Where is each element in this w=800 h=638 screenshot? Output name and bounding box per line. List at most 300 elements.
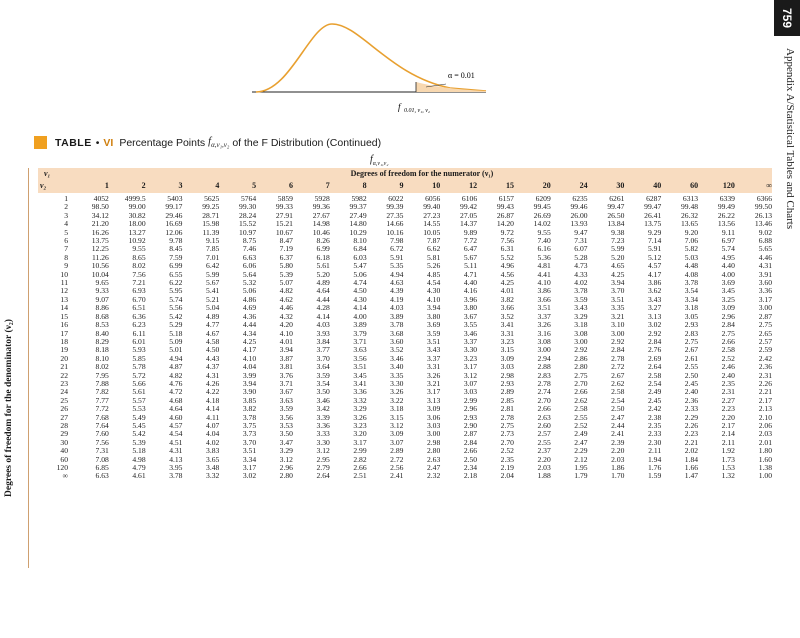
table-cell: 10.56: [91, 261, 109, 271]
table-cell: 2.84: [463, 437, 478, 447]
table-row: [38, 220, 772, 228]
table-row: [38, 229, 772, 237]
table-cell: 7.06: [684, 236, 699, 246]
table-cell: 3.23: [463, 353, 478, 363]
table-cell: 5.74: [721, 244, 735, 254]
table-row: [38, 472, 772, 480]
row-df: 20: [60, 353, 68, 363]
table-cell: 6157: [498, 194, 514, 203]
table-cell: 2.62: [611, 378, 625, 388]
density-curve: [256, 24, 486, 92]
table-cell: 6.99: [169, 261, 183, 271]
table-cell: 5.01: [169, 345, 183, 355]
table-row: [38, 237, 772, 245]
table-cell: 3.50: [316, 387, 330, 397]
table-cell: 2.66: [574, 387, 588, 397]
row-df: 29: [60, 429, 68, 439]
table-cell: 3.07: [463, 378, 478, 388]
table-cell: 4.40: [463, 278, 478, 288]
table-cell: 2.54: [647, 378, 662, 388]
table-cell: 7.72: [95, 404, 109, 414]
table-cell: 5.32: [242, 278, 257, 288]
row-df: 10: [60, 269, 68, 279]
table-cell: 3.17: [758, 294, 772, 304]
table-cell: 2.98: [500, 370, 514, 380]
table-cell: 4.33: [574, 269, 588, 279]
table-cell: 3.78: [169, 471, 183, 481]
table-cell: 4.32: [279, 311, 293, 321]
table-cell: 4.65: [611, 261, 625, 271]
table-cell: 99.37: [349, 202, 367, 212]
table-cell: 13.84: [607, 219, 625, 229]
table-cell: 2.19: [500, 463, 514, 472]
table-cell: 2.35: [721, 378, 735, 388]
table-row: [38, 439, 772, 447]
table-row: [38, 456, 772, 464]
table-cell: 3.62: [647, 286, 662, 296]
column-header: 12: [440, 180, 477, 193]
table-cell: 9.11: [721, 227, 735, 237]
table-cell: 6.72: [390, 244, 404, 254]
table-cell: 4.56: [500, 269, 514, 279]
table-cell: 3.26: [353, 412, 367, 422]
table-cell: 2.63: [426, 454, 441, 464]
table-cell: 27.67: [312, 210, 330, 220]
table-cell: 7.19: [279, 244, 293, 254]
table-cell: 3.26: [390, 387, 404, 397]
table-cell: 13.65: [680, 219, 699, 229]
table-cell: 9.47: [574, 227, 588, 237]
table-cell: 2.84: [611, 345, 625, 355]
table-cell: 7.08: [95, 454, 109, 464]
table-cell: 2.87: [758, 311, 772, 321]
table-cell: 4.10: [537, 278, 551, 288]
table-cell: 3.46: [463, 328, 478, 338]
table-row: [38, 296, 772, 304]
table-cell: 4.89: [206, 311, 220, 321]
table-cell: 3.30: [463, 345, 478, 355]
table-cell: 7.01: [206, 252, 220, 262]
table-cell: 4.64: [316, 286, 330, 296]
table-cell: 1.76: [647, 463, 662, 472]
table-cell: 3.48: [206, 463, 220, 472]
table-cell: 3.21: [426, 378, 441, 388]
table-top-label: $f_{\alpha,\nu_1,\nu_2}$: [370, 154, 389, 167]
table-cell: 4.03: [390, 303, 404, 313]
table-cell: 2.37: [537, 446, 551, 456]
table-cell: 4.14: [206, 404, 220, 414]
table-cell: 7.72: [463, 236, 478, 246]
table-cell: 4.64: [169, 404, 183, 414]
table-cell: 16.69: [165, 219, 183, 229]
row-df: 5: [64, 227, 68, 237]
table-cell: 7.14: [647, 236, 662, 246]
table-cell: 4.00: [353, 311, 367, 321]
table-cell: 9.55: [537, 227, 551, 237]
table-cell: 3.00: [574, 336, 588, 346]
table-cell: 8.26: [316, 236, 330, 246]
table-cell: 2.75: [500, 420, 514, 430]
table-cell: 2.41: [611, 429, 625, 439]
table-cell: 7.77: [95, 395, 109, 405]
table-cell: 4.46: [279, 303, 293, 313]
table-cell: 6.23: [132, 320, 146, 330]
table-cell: 3.51: [426, 336, 441, 346]
table-cell: 3.05: [684, 311, 699, 321]
table-cell: 2.52: [574, 420, 588, 430]
title-rest: of the F Distribution (Continued): [232, 136, 382, 149]
table-cell: 4.16: [463, 286, 478, 296]
table-cell: 6056: [425, 194, 441, 203]
table-cell: 3.03: [426, 420, 441, 430]
table-cell: 3.45: [721, 286, 735, 296]
table-cell: 2.93: [463, 412, 478, 422]
table-cell: 3.70: [242, 437, 257, 447]
table-cell: 5.99: [611, 244, 625, 254]
table-row: [38, 245, 772, 253]
table-cell: 2.03: [537, 463, 551, 472]
table-cell: 9.72: [500, 227, 514, 237]
table-cell: 2.90: [463, 420, 478, 430]
table-cell: 5.11: [464, 261, 478, 271]
column-header: ∞: [735, 180, 772, 193]
table-cell: 5.78: [132, 362, 146, 372]
table-cell: 5.21: [206, 294, 220, 304]
table-cell: 8.45: [169, 244, 183, 254]
column-header: 24: [551, 180, 588, 193]
table-cell: 5.56: [169, 303, 183, 313]
table-cell: 3.09: [500, 353, 514, 363]
table-cell: 3.78: [390, 320, 404, 330]
row-df: 11: [60, 278, 68, 288]
table-cell: 4.10: [426, 294, 441, 304]
table-cell: 5.42: [132, 429, 146, 439]
table-cell: 2.47: [426, 463, 441, 472]
table-cell: 4.30: [426, 286, 441, 296]
table-cell: 3.02: [242, 471, 257, 481]
table-cell: 10.04: [91, 269, 109, 279]
table-cell: 2.45: [647, 395, 662, 405]
table-cell: 4.44: [242, 320, 257, 330]
table-cell: 2.86: [574, 353, 588, 363]
table-cell: 4.85: [426, 269, 441, 279]
table-cell: 3.80: [426, 311, 441, 321]
table-cell: 3.30: [390, 378, 404, 388]
column-header: 7: [293, 180, 330, 193]
table-cell: 6366: [756, 194, 772, 203]
table-row: [38, 388, 772, 396]
table-cell: 3.43: [647, 294, 662, 304]
table-cell: 2.29: [574, 446, 588, 456]
table-cell: 5.53: [132, 404, 146, 414]
table-cell: 9.65: [95, 278, 109, 288]
table-cell: 2.81: [500, 404, 514, 414]
table-cell: 6.22: [169, 278, 183, 288]
table-cell: 5.57: [132, 395, 146, 405]
table-cell: 2.75: [574, 370, 588, 380]
table-cell: 30.82: [128, 210, 146, 220]
table-cell: 2.84: [721, 320, 735, 330]
table-cell: 4.54: [426, 278, 441, 288]
table-cell: 2.72: [390, 454, 404, 464]
table-cell: 3.66: [500, 303, 514, 313]
table-cell: 99.40: [423, 202, 441, 212]
table-cell: 6.62: [426, 244, 441, 254]
table-cell: 2.66: [353, 463, 367, 472]
table-cell: 3.56: [279, 412, 293, 422]
table-cell: 18.00: [128, 219, 146, 229]
table-cell: 14.66: [386, 219, 404, 229]
table-cell: 3.53: [279, 420, 293, 430]
table-cell: 13.75: [644, 219, 662, 229]
table-cell: 2.44: [611, 420, 625, 430]
table-cell: 5.29: [169, 320, 183, 330]
table-cell: 3.43: [574, 303, 588, 313]
table-cell: 2.17: [758, 395, 772, 405]
table-cell: 2.23: [721, 404, 735, 414]
table-cell: 2.03: [611, 454, 625, 464]
table-cell: 2.27: [721, 395, 735, 405]
table-cell: 2.82: [353, 454, 367, 464]
table-cell: 7.68: [95, 412, 109, 422]
table-cell: 7.23: [611, 236, 625, 246]
table-cell: 6022: [388, 194, 404, 203]
table-cell: 4.37: [206, 362, 220, 372]
table-cell: 4.76: [169, 378, 183, 388]
table-cell: 6.07: [574, 244, 588, 254]
table-cell: 5625: [204, 194, 220, 203]
table-cell: 2.52: [721, 353, 735, 363]
table-cell: 14.37: [460, 219, 478, 229]
table-cell: 5.39: [279, 269, 293, 279]
table-cell: 5928: [314, 194, 330, 203]
table-cell: 2.38: [647, 412, 662, 422]
table-cell: 3.66: [537, 294, 551, 304]
table-cell: 2.61: [684, 353, 699, 363]
table-cell: 2.32: [426, 471, 441, 481]
column-header: 120: [698, 180, 735, 193]
table-cell: 2.87: [463, 429, 478, 439]
table-cell: 5.12: [647, 252, 662, 262]
table-cell: 6.88: [758, 236, 772, 246]
table-cell: 2.80: [279, 471, 293, 481]
table-cell: 2.78: [611, 353, 625, 363]
table-cell: 3.91: [758, 269, 772, 279]
row-df: 15: [60, 311, 68, 321]
table-cell: 4.03: [316, 320, 330, 330]
table-cell: 2.47: [574, 437, 588, 447]
f-subscript: 0.01, ν₁, ν₂: [404, 108, 430, 114]
v1-label: ν₁: [38, 168, 72, 180]
table-cell: 15.98: [202, 219, 220, 229]
row-df: 30: [60, 437, 68, 447]
table-cell: 2.92: [611, 336, 625, 346]
table-cell: 3.13: [426, 395, 441, 405]
table-cell: 2.56: [390, 463, 404, 472]
table-cell: 5.47: [353, 261, 367, 271]
table-cell: 2.54: [611, 395, 625, 405]
table-cell: 2.58: [647, 370, 662, 380]
table-cell: 6.11: [132, 328, 146, 338]
table-row: [38, 304, 772, 312]
table-cell: 6339: [719, 194, 735, 203]
row-df: 1: [64, 194, 68, 203]
title-text: Percentage Points: [119, 136, 206, 149]
table-cell: 4.62: [279, 294, 293, 304]
table-cell: 5.42: [169, 311, 183, 321]
table-cell: 2.88: [537, 362, 551, 372]
row-df: 120: [56, 463, 68, 472]
table-cell: 5.64: [242, 269, 257, 279]
table-cell: 3.22: [390, 395, 404, 405]
table-cell: 3.46: [316, 395, 330, 405]
table-cell: 4.04: [242, 362, 257, 372]
table-cell: 1.70: [611, 471, 625, 481]
table-cell: 6.70: [132, 294, 146, 304]
table-cell: 99.45: [533, 202, 551, 212]
table-row: [38, 262, 772, 270]
table-cell: 2.64: [647, 362, 662, 372]
table-cell: 2.84: [647, 336, 662, 346]
row-df: 18: [60, 336, 68, 346]
table-cell: 8.68: [95, 311, 109, 321]
row-df: 6: [64, 236, 68, 246]
table-cell: 10.92: [128, 236, 146, 246]
table-cell: 3.09: [721, 303, 735, 313]
table-cell: 4.25: [611, 269, 625, 279]
title-symbol: $f_{\alpha,\nu_1,\nu_2}$: [208, 136, 230, 150]
table-cell: 2.18: [463, 471, 478, 481]
table-cell: 3.12: [316, 446, 330, 456]
column-header: 15: [477, 180, 514, 193]
table-row: [38, 464, 772, 472]
page-number: 759: [774, 0, 800, 36]
table-cell: 6313: [682, 194, 699, 203]
table-cell: 27.05: [460, 210, 478, 220]
table-cell: 3.17: [353, 437, 367, 447]
table-cell: 2.31: [721, 387, 735, 397]
table-cell: 3.36: [758, 286, 772, 296]
column-header: 1: [72, 180, 109, 193]
table-cell: 2.62: [574, 395, 588, 405]
table-cell: 3.39: [316, 412, 330, 422]
table-cell: 3.81: [279, 362, 293, 372]
table-cell: 14.98: [312, 219, 330, 229]
table-cell: 15.52: [239, 219, 257, 229]
table-cell: 7.56: [132, 269, 146, 279]
table-cell: 5.82: [684, 244, 699, 254]
column-header: 4: [182, 180, 219, 193]
table-cell: 3.03: [500, 362, 514, 372]
table-cell: 3.23: [500, 336, 514, 346]
numerator-header: Degrees of freedom for the numerator (ν₁): [72, 168, 772, 180]
table-cell: 27.23: [423, 210, 441, 220]
table-cell: 3.34: [684, 294, 699, 304]
table-cell: 3.63: [279, 395, 293, 405]
table-cell: 3.94: [279, 345, 293, 355]
table-cell: 3.00: [611, 328, 625, 338]
table-cell: 99.42: [460, 202, 478, 212]
row-df: 21: [60, 362, 68, 372]
table-cell: 2.96: [463, 404, 478, 414]
table-cell: 3.21: [611, 311, 625, 321]
table-cell: 99.50: [754, 202, 772, 212]
column-header: 20: [514, 180, 551, 193]
table-cell: 3.59: [426, 328, 441, 338]
table-cell: 3.23: [353, 420, 367, 430]
table-cell: 4.00: [721, 269, 735, 279]
table-cell: 2.80: [574, 362, 588, 372]
table-cell: 4.01: [500, 286, 514, 296]
table-cell: 6287: [646, 194, 662, 203]
table-cell: 9.02: [758, 227, 772, 237]
table-cell: 2.79: [316, 463, 330, 472]
table-cell: 7.56: [500, 236, 514, 246]
table-cell: 2.20: [537, 454, 551, 464]
table-cell: 99.47: [607, 202, 625, 212]
table-cell: 3.17: [242, 463, 257, 472]
table-cell: 2.03: [758, 429, 772, 439]
table-cell: 2.51: [353, 471, 367, 481]
table-cell: 2.67: [611, 370, 625, 380]
table-cell: 5.18: [132, 446, 146, 456]
table-cell: 3.56: [353, 353, 367, 363]
table-cell: 99.48: [680, 202, 699, 212]
table-cell: 6.36: [132, 311, 146, 321]
table-cell: 8.02: [132, 261, 146, 271]
table-cell: 7.59: [169, 252, 183, 262]
table-cell: 27.49: [349, 210, 367, 220]
table-cell: 7.31: [574, 236, 588, 246]
table-cell: 5.06: [242, 286, 257, 296]
table-cell: 2.20: [721, 412, 735, 422]
table-cell: 2.11: [648, 446, 662, 456]
row-df: 28: [60, 420, 68, 430]
table-cell: 3.52: [390, 345, 404, 355]
table-title: TABLE • VI Percentage Points $f_{\alpha,\nu_1,\nu_2}$ of the F Distribution (Continued): [34, 136, 381, 149]
table-cell: 3.50: [279, 429, 293, 439]
table-cell: 27.35: [386, 210, 404, 220]
table-cell: 3.51: [611, 294, 625, 304]
table-cell: 1.32: [721, 471, 735, 481]
table-cell: 5.67: [463, 252, 478, 262]
row-df: 7: [64, 244, 68, 254]
table-cell: 2.55: [537, 437, 551, 447]
table-cell: 2.99: [353, 446, 367, 456]
table-cell: 2.26: [684, 420, 699, 430]
table-cell: 2.92: [574, 345, 588, 355]
table-cell: 4.95: [721, 252, 735, 262]
table-cell: 2.78: [537, 378, 551, 388]
table-cell: 4.71: [463, 269, 478, 279]
table-cell: 99.33: [275, 202, 293, 212]
table-cell: 2.83: [684, 328, 699, 338]
table-cell: 3.35: [611, 303, 625, 313]
table-cell: 3.59: [316, 370, 330, 380]
column-header: 30: [588, 180, 625, 193]
table-cell: 3.25: [721, 294, 735, 304]
table-cell: 2.65: [758, 328, 772, 338]
table-cell: 1.66: [684, 463, 699, 472]
table-cell: 2.50: [463, 454, 478, 464]
table-cell: 2.70: [500, 437, 514, 447]
table-cell: 2.75: [758, 320, 772, 330]
table-cell: 3.10: [611, 320, 625, 330]
table-cell: 4.31: [758, 261, 772, 271]
table-cell: 2.11: [721, 437, 735, 447]
table-cell: 3.17: [426, 387, 441, 397]
row-df: 13: [60, 294, 68, 304]
